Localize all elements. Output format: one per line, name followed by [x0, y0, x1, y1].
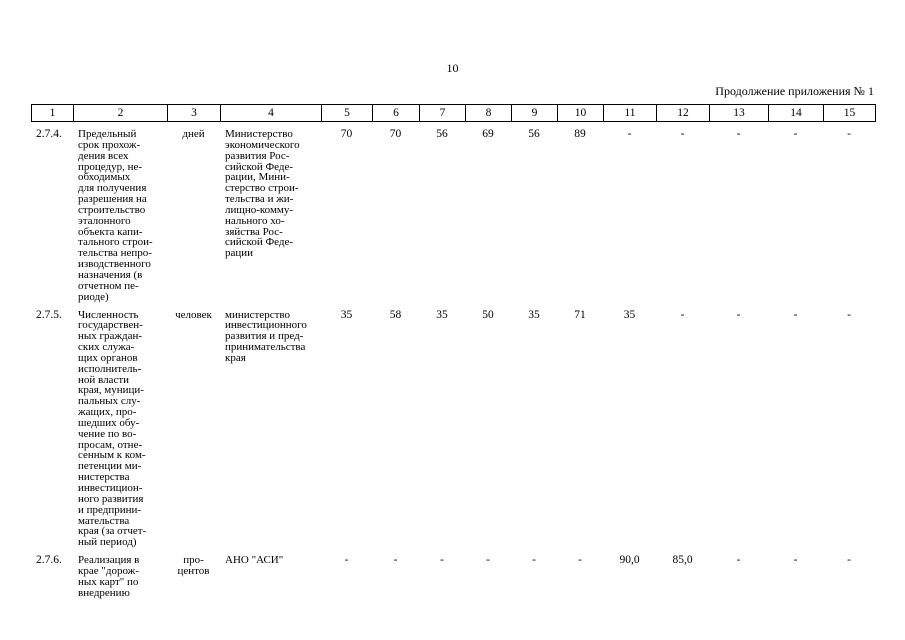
column-header-8: 8 — [466, 105, 512, 122]
column-header-15: 15 — [824, 105, 876, 122]
value-col-13: - — [736, 308, 741, 321]
table-body — [31, 129, 875, 605]
value-col-11: - — [627, 128, 632, 140]
column-header-14: 14 — [769, 105, 824, 122]
responsible-body: министерство инвестиционного развития и пред- принимательства края — [225, 308, 307, 364]
responsible-body: Министерство экономического развития Рос- сийской Феде- рации, Мини- стерство строи- тельства и жи- лищно-комму- нального хо- зяйства Рос- сийской Феде- рации — [225, 128, 300, 260]
column-header-7: 7 — [420, 105, 466, 122]
value-col-6: 70 — [389, 128, 402, 140]
value-col-15: - — [847, 308, 851, 321]
value-col-10: 71 — [574, 308, 586, 321]
appendix-continuation-title: Продолжение приложения № 1 — [715, 84, 874, 98]
value-col-11: 35 — [623, 308, 636, 321]
value-col-9: - — [532, 554, 536, 567]
column-header-9: 9 — [512, 105, 558, 122]
value-col-14: - — [793, 308, 798, 321]
value-col-12: - — [680, 128, 685, 140]
value-col-9: 35 — [528, 308, 540, 321]
value-col-10: - — [578, 554, 582, 567]
column-header-10: 10 — [558, 105, 604, 122]
value-col-12: 85,0 — [672, 554, 693, 567]
value-col-8: 50 — [482, 308, 494, 321]
value-col-7: 35 — [436, 308, 448, 321]
indicator-name: Численность государствен- ных граждан- ских служа- щих органов исполнитель- ной власти края, муници- пальных слу- жащих, про- шедших обу- чение по во- просам, отне- сенным к ком- петенции ми- нистерства инвестицион- ного развития и предприни- мательства края (за отчет- ный период) — [78, 308, 147, 549]
row-number: 2.7.5. — [36, 308, 62, 321]
value-col-7: 56 — [436, 128, 448, 140]
column-header-2: 2 — [74, 105, 168, 122]
value-col-11: 90,0 — [619, 554, 640, 567]
column-header-11: 11 — [604, 105, 657, 122]
responsible-body: АНО "АСИ" — [225, 554, 284, 567]
row-number: 2.7.4. — [36, 128, 62, 140]
value-col-8: 69 — [482, 128, 494, 140]
column-header-3: 3 — [168, 105, 221, 122]
column-header-6: 6 — [373, 105, 420, 122]
value-col-13: - — [736, 128, 741, 140]
value-col-14: - — [793, 554, 798, 567]
value-col-14: - — [793, 128, 798, 140]
column-header-4: 4 — [221, 105, 322, 122]
value-col-5: 35 — [340, 308, 353, 321]
table-row — [31, 555, 875, 605]
value-col-5: - — [344, 554, 349, 567]
column-header-13: 13 — [710, 105, 769, 122]
value-col-15: - — [847, 128, 851, 140]
value-col-6: - — [393, 554, 398, 567]
unit-of-measure: человек — [175, 308, 212, 321]
value-col-12: - — [680, 308, 685, 321]
table-row — [31, 310, 875, 556]
value-col-15: - — [847, 554, 851, 567]
value-col-10: 89 — [574, 128, 586, 140]
table-header — [31, 104, 876, 122]
value-col-13: - — [736, 554, 741, 567]
value-col-9: 56 — [528, 128, 540, 140]
table-row — [31, 129, 875, 310]
value-col-8: - — [486, 554, 490, 567]
page-number: 10 — [446, 61, 459, 75]
header-row — [32, 105, 876, 122]
value-col-7: - — [440, 554, 444, 567]
row-number: 2.7.6. — [36, 554, 62, 567]
value-col-5: 70 — [340, 128, 353, 140]
indicator-name: Реализация в крае "дорож- ных карт" по внедрению — [78, 554, 140, 599]
indicator-name: Предельный срок прохож- дения всех процедур, не- обходимых для получения разрешения на строительство эталонного объекта капи- тального строи- тельства непро- изводственного назначения (в отчетном пе- риоде) — [78, 128, 153, 303]
column-header-1: 1 — [32, 105, 74, 122]
column-header-12: 12 — [657, 105, 710, 122]
column-header-5: 5 — [322, 105, 373, 122]
unit-of-measure: дней — [182, 128, 205, 140]
value-col-6: 58 — [389, 308, 402, 321]
unit-of-measure: про- центов — [177, 554, 210, 577]
